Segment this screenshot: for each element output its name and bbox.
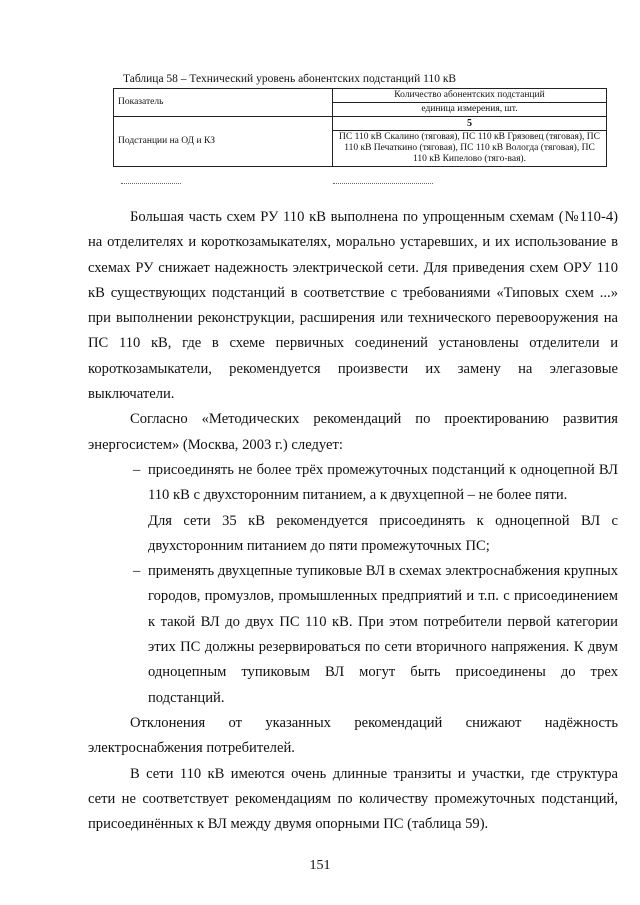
body-text bbox=[88, 205, 618, 837]
count-cell: 5 bbox=[333, 117, 607, 131]
list-marker: – bbox=[133, 461, 141, 478]
substations-table bbox=[113, 88, 607, 167]
list-item-text: применять двухцепные тупиковые ВЛ в схемах электроснабжения крупных городов, промузлов, промышленных предприятий и т.п. с присоединением к такой ВЛ до двух ПС 110 кВ. При этом потребители первой категории этих ПС должны резервироваться по сети вторичного напряжения. К двум одноцепным тупиковым ВЛ могут быть присоединены до трех подстанций. bbox=[148, 563, 618, 706]
list-item-extra: Для сети 35 кВ рекомендуется присоединять к одноцепной ВЛ с двухсторонним питанием до пяти промежуточных ПС; bbox=[148, 512, 618, 554]
paragraph-3: Отклонения от указанных рекомендаций снижают надёжность электроснабжения потребителей. bbox=[88, 714, 618, 757]
paragraph-2: Согласно «Методических рекомендаций по проектированию развития энергосистем» (Москва, 2003 г.) следует: bbox=[88, 411, 618, 453]
row-label: Подстанции на ОД и КЗ bbox=[114, 117, 333, 167]
table-continuation-lines bbox=[113, 180, 607, 186]
table-caption: Таблица 58 – Технический уровень абонентских подстанций 110 кВ bbox=[123, 73, 457, 85]
header-indicator: Показатель bbox=[114, 89, 333, 117]
list-item bbox=[88, 559, 618, 711]
header-unit: единица измерения, шт. bbox=[333, 103, 607, 117]
paragraph-4: В сети 110 кВ имеются очень длинные транзиты и участки, где структура сети не соответствует рекомендациям по количеству промежуточных подстанций, присоединённых к ВЛ между двумя опорными ПС (таблица 59). bbox=[88, 765, 618, 833]
table-count-row bbox=[114, 117, 607, 131]
header-count: Количество абонентских подстанций bbox=[333, 89, 607, 103]
row-value: ПС 110 кВ Скалино (тяговая), ПС 110 кВ Грязовец (тяговая), ПС 110 кВ Печаткино (тяговая), ПС 110 кВ Вологда (тяговая), ПС 110 кВ Кипелово (тяго-вая). bbox=[333, 131, 607, 167]
paragraph-1: Большая часть схем РУ 110 кВ выполнена по упрощенным схемам (№110-4) на отделителях и короткозамыкателях, морально устаревших, и их использование в схемах РУ снижает надежность электрической сети. Для приведения схем ОРУ 110 кВ существующих подстанций в соответствие с требованиями «Типовых схем ...» при выполнении реконструкции, расширения или технического перевооружения на ПС 110 кВ, где в схеме первичных соединений установлены отделители и короткозамыкатели, рекомендуется произвести их замену на элегазовые выключатели. bbox=[88, 209, 618, 403]
list-item bbox=[88, 458, 618, 509]
page-number: 151 bbox=[309, 858, 331, 873]
recommendation-list bbox=[88, 458, 618, 711]
list-item-continuation bbox=[88, 509, 618, 560]
table-header-row bbox=[114, 89, 607, 103]
list-item-text: присоединять не более трёх промежуточных подстанций к одноцепной ВЛ 110 кВ с двухсторонним питанием, а к двухцепной – не более пяти. bbox=[148, 461, 618, 504]
list-marker: – bbox=[133, 563, 141, 580]
